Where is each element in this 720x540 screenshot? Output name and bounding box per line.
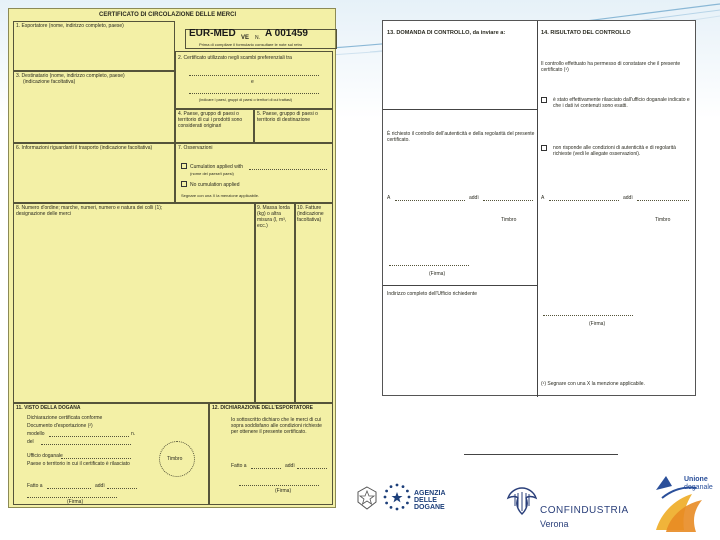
- field-13-sign: (Firma): [429, 271, 446, 277]
- field-12-sign-line: [239, 485, 319, 486]
- back-divider: [537, 21, 538, 397]
- field-13-day-line: [483, 200, 533, 201]
- page-bottom-line: [464, 454, 618, 455]
- result-authentic-checkbox[interactable]: [541, 97, 547, 103]
- ve-label: VE: [241, 35, 250, 41]
- customs-stamp-label: Timbro: [167, 456, 183, 462]
- cumulation-line: [249, 169, 327, 170]
- unione-doganale-line-2: doganale: [684, 484, 713, 491]
- field-2-note: (indicare i paesi, gruppi di paesi o territori di cui trattasi): [199, 98, 293, 102]
- unione-doganale-line-1: Unione: [684, 476, 708, 483]
- stamp-label-14: Timbro: [655, 217, 671, 223]
- field-6-label: 6. Informazioni riguardanti il trasporto (indicazione facoltativa): [16, 145, 153, 151]
- field-7-label: 7. Osservazioni: [178, 145, 213, 151]
- field-12-day: addì: [285, 463, 295, 469]
- field-3-optional: (indicazione facoltativa): [23, 79, 76, 85]
- field-13-place-line: [395, 200, 465, 201]
- confindustria-label: CONFINDUSTRIA: [540, 505, 629, 516]
- result-irregular-label: non risponde alle condizioni di autenticità e di regolarità richieste (vedi le allegate osservazioni).: [553, 145, 676, 157]
- field-5-label: 5. Paese, gruppo di paesi o territorio di destinazione: [257, 111, 318, 123]
- field-1-label: 1. Esportatore (nome, indirizzo completo, paese): [16, 23, 124, 29]
- field-12-label: 12. DICHIARAZIONE DELL'ESPORTATORE: [212, 405, 313, 411]
- field-12-place-line: [251, 468, 281, 469]
- field-13-day: addì: [469, 195, 479, 201]
- field-13-text: È richiesto il controllo dell'autenticità e della regolarità del presente certificato.: [387, 131, 535, 143]
- field-10-label: 10. Fatture (indicazione facoltativa): [297, 205, 324, 223]
- cumulation-applied-label: Cumulation applied with: [190, 164, 244, 170]
- field-11-place: Fatto a: [27, 483, 43, 489]
- field-11-line-1: Dichiarazione certificata conforme: [27, 415, 103, 421]
- requesting-office-label: Indirizzo completo dell'Ufficio richiedente: [387, 291, 478, 297]
- field-11-office: Ufficio doganale: [27, 453, 63, 459]
- footnote: (¹) Segnare con una X la menzione applicabile.: [541, 381, 645, 387]
- certificate-back: [382, 20, 696, 396]
- result-irregular-checkbox[interactable]: [541, 145, 547, 151]
- field-11-model-line: [49, 436, 129, 437]
- certificate-number: A 001459: [265, 28, 308, 39]
- field-14-sign: (Firma): [589, 321, 606, 327]
- no-cumulation-checkbox[interactable]: [181, 181, 187, 187]
- field-14-intro: Il controllo effettuato ha permesso di constatare che il presente certificato (¹): [541, 61, 681, 73]
- field-11-sign-line: [27, 497, 117, 498]
- field-14-place-line: [549, 200, 619, 201]
- field-2-and: e: [251, 79, 254, 85]
- cumulation-country-note: (nome del paese/i paesi): [190, 171, 234, 176]
- field-11-country: Paese o territorio in cui il certificato è rilasciato: [27, 461, 130, 467]
- agenzia-logo-line-2: DELLE: [414, 497, 437, 504]
- no-cumulation-label: No cumulation applied: [190, 182, 240, 188]
- agenzia-logo-line-1: AGENZIA: [414, 490, 446, 497]
- field-11-office-line: [61, 458, 131, 459]
- field-4-label: 4. Paese, gruppo di paesi o territorio di cui i prodotti sono considerati originari: [178, 111, 243, 129]
- confindustria-eagle-icon: [506, 484, 538, 518]
- certificate-title: CERTIFICATO DI CIRCOLAZIONE DELLE MERCI: [99, 12, 237, 18]
- field-7-note: Segnare con una X la menzione applicabile.: [181, 193, 260, 198]
- field-13-label: 13. DOMANDA DI CONTROLLO, da inviare a:: [387, 30, 506, 36]
- field-12-day-line: [297, 468, 327, 469]
- field-11-number: n.: [131, 431, 136, 437]
- field-10-invoices: [295, 203, 333, 403]
- confindustria-city: Verona: [540, 519, 569, 529]
- field-11-label: 11. VISTO DELLA DOGANA: [16, 405, 81, 411]
- field-11-date-line: [41, 444, 131, 445]
- field-13-place: A: [387, 195, 391, 201]
- agenzia-dogane-stars-icon: [382, 482, 412, 512]
- back-hline-2: [383, 285, 537, 286]
- field-11-date-of: del: [27, 439, 34, 445]
- cumulation-checkbox[interactable]: [181, 163, 187, 169]
- field-14-place: A: [541, 195, 545, 201]
- result-authentic-label: è stato effettivamente rilasciato dall'ufficio doganale indicato e che i dati ivi contenuti sono esatti.: [553, 97, 690, 109]
- field-8-goods: [13, 203, 255, 403]
- field-12-place: Fatto a: [231, 463, 247, 469]
- field-8-label: 8. Numero d'ordine; marche, numeri, numero e natura dei colli (1); designazione delle merci: [16, 205, 163, 217]
- field-11-line-2: Documento d'esportazione (²): [27, 423, 93, 429]
- stamp-label-13: Timbro: [501, 217, 517, 223]
- field-11-model: modello: [27, 431, 45, 437]
- back-hline-1: [383, 109, 537, 110]
- field-9-label: 9. Massa lorda (kg) o altra misura (l, m³, ecc.): [257, 205, 290, 229]
- certificate-front: [8, 8, 336, 508]
- field-2-label: 2. Certificato utilizzato negli scambi preferenziali tra: [178, 55, 292, 61]
- field-9-mass: [255, 203, 295, 403]
- agenzia-logo-line-3: DOGANE: [414, 504, 445, 511]
- sign-note: Prima di compilare il formulario consultare le note sul retro: [199, 42, 303, 47]
- field-14-day: addì: [623, 195, 633, 201]
- field-11-day: addì: [95, 483, 105, 489]
- field-2-line-1: [189, 75, 319, 76]
- number-label: N.: [255, 35, 260, 41]
- eur-series-label: EUR-MED: [189, 28, 236, 39]
- field-3-label: 3. Destinatario (nome, indirizzo completo, paese): [16, 73, 125, 79]
- field-11-sign: (Firma): [67, 499, 84, 505]
- field-11-place-line: [47, 488, 91, 489]
- field-13-sign-line: [389, 265, 469, 266]
- field-12-text: Io sottoscritto dichiaro che le merci di cui sopra soddisfano alle condizioni richieste per ottenere il presente certificato.: [231, 417, 322, 435]
- field-14-day-line: [637, 200, 689, 201]
- field-14-sign-line: [543, 315, 633, 316]
- field-2-line-2: [189, 93, 319, 94]
- field-6-transport: [13, 143, 175, 203]
- italian-emblem-icon: [356, 486, 378, 510]
- field-14-label: 14. RISULTATO DEL CONTROLLO: [541, 30, 631, 36]
- field-11-day-line: [107, 488, 137, 489]
- field-12-sign: (Firma): [275, 488, 292, 494]
